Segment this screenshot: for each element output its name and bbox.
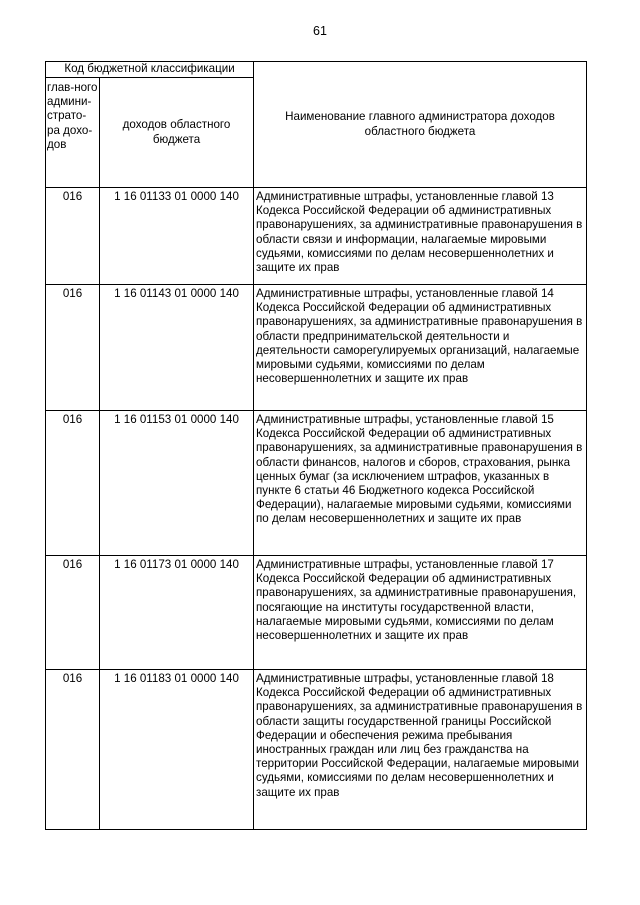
budget-code-cell: 1 16 01143 01 0000 140 <box>100 285 254 411</box>
header-administrator-name: Наименование главного администратора доходов областного бюджета <box>254 62 587 188</box>
admin-code-cell: 016 <box>46 556 100 670</box>
budget-code-cell: 1 16 01133 01 0000 140 <box>100 188 254 285</box>
table-row <box>46 188 587 285</box>
budget-code-cell: 1 16 01183 01 0000 140 <box>100 670 254 830</box>
header-regional-income: доходов областного бюджета <box>100 78 254 188</box>
admin-code-cell: 016 <box>46 285 100 411</box>
admin-code-cell: 016 <box>46 411 100 556</box>
budget-code-cell: 1 16 01173 01 0000 140 <box>100 556 254 670</box>
table-row <box>46 285 587 411</box>
header-row-group <box>46 62 587 78</box>
page-number: 61 <box>313 24 327 38</box>
description-cell: Административные штрафы, установленные главой 15 Кодекса Российской Федерации об административных правонарушениях, за административные правонарушения в области финансов, налогов и сборов, страхования, рынка ценных бумаг (за исключением штрафов, указанных в пункте 6 статьи 46 Бюджетного кодекса Российской Федерации), налагаемые мировыми судьями, комиссиями по делам несовершеннолетних и защите их прав <box>254 411 587 556</box>
budget-classification-table <box>45 61 587 830</box>
description-cell: Административные штрафы, установленные главой 18 Кодекса Российской Федерации об административных правонарушениях, за административные правонарушения в области защиты государственной границы Российской Федерации и обеспечения режима пребывания иностранных граждан или лиц без гражданства на территории Российской Федерации, налагаемые мировыми судьями, комиссиями по делам несовершеннолетних и защите их прав <box>254 670 587 830</box>
table-row <box>46 411 587 556</box>
admin-code-cell: 016 <box>46 670 100 830</box>
header-classification-code: Код бюджетной классификации <box>46 62 254 78</box>
description-cell: Административные штрафы, установленные главой 17 Кодекса Российской Федерации об административных правонарушениях, за административные правонарушения, посягающие на институты государственной власти, налагаемые мировыми судьями, комиссиями по делам несовершеннолетних и защите их прав <box>254 556 587 670</box>
table-row <box>46 670 587 830</box>
description-cell: Административные штрафы, установленные главой 13 Кодекса Российской Федерации об административных правонарушениях, за административные правонарушения в области связи и информации, налагаемые мировыми судьями, комиссиями по делам несовершеннолетних и защите их прав <box>254 188 587 285</box>
header-main-administrator: глав-ного админи-страто-ра дохо-дов <box>46 78 100 188</box>
table-row <box>46 556 587 670</box>
admin-code-cell: 016 <box>46 188 100 285</box>
description-cell: Административные штрафы, установленные главой 14 Кодекса Российской Федерации об административных правонарушениях, за административные правонарушения в области предпринимательской деятельности и деятельности саморегулируемых организаций, налагаемые мировыми судьями, комиссиями по делам несовершеннолетних и защите их прав <box>254 285 587 411</box>
budget-code-cell: 1 16 01153 01 0000 140 <box>100 411 254 556</box>
